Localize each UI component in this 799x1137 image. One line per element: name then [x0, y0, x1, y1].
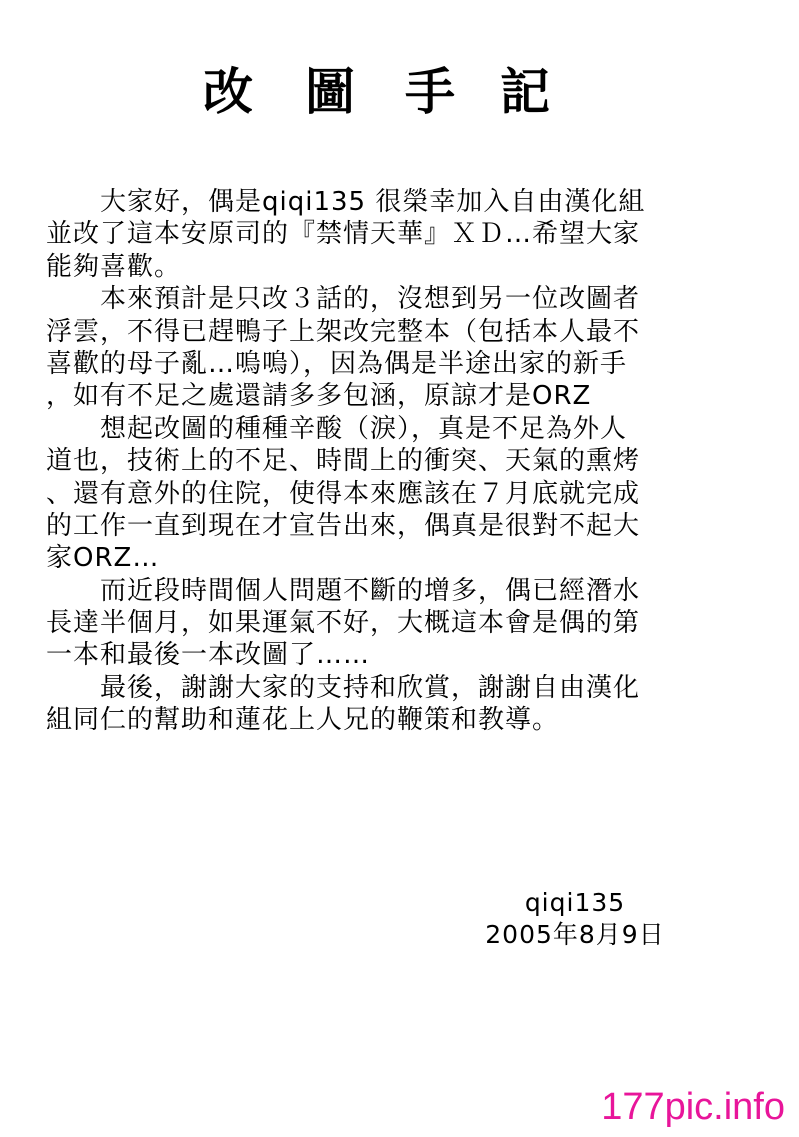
body-text	[46, 186, 746, 737]
body-line: 大家好，偶是qiqi135 很榮幸加入自由漢化組	[46, 187, 646, 217]
watermark: 177pic.info	[601, 1086, 785, 1128]
body-line: 能夠喜歡。	[46, 251, 182, 282]
body-line: 、還有意外的住院，使得本來應該在７月底就完成	[46, 478, 641, 509]
body-line: ，如有不足之處還請多多包涵，原諒才是ORZ	[46, 381, 592, 412]
body-line: 而近段時間個人問題不斷的增多，偶已經潛水	[46, 575, 641, 606]
body-line: 最後，謝謝大家的支持和欣賞，謝謝自由漢化	[46, 672, 641, 703]
body-line: 浮雲，不得已趕鴨子上架改完整本（包括本人最不	[46, 316, 641, 347]
body-line: 家ORZ…	[46, 543, 160, 574]
title-char-4: 記	[500, 62, 550, 121]
body-line: 長達半個月，如果運氣不好，大概這本會是偶的第	[46, 608, 641, 639]
signature-name: qiqi135	[524, 888, 626, 917]
body-line: 喜歡的母子亂…嗚嗚），因為偶是半途出家的新手	[46, 348, 628, 379]
title-char-2: 圖	[305, 62, 355, 121]
body-line: 並改了這本安原司的『禁情天華』ＸＤ…希望大家	[46, 219, 641, 250]
body-line: 想起改圖的種種辛酸（淚），真是不足為外人	[46, 413, 628, 444]
title-char-1: 改	[203, 62, 253, 121]
body-line: 道也，技術上的不足、時間上的衝突、天氣的熏烤	[46, 446, 641, 477]
body-line: 一本和最後一本改圖了……	[46, 640, 371, 671]
body-line: 本來預計是只改３話的，沒想到另一位改圖者	[46, 284, 641, 315]
signature-date: 2005年8月9日	[485, 920, 665, 949]
page-title	[0, 62, 799, 132]
body-line: 組同仁的幫助和蓮花上人兄的鞭策和教導。	[46, 705, 560, 736]
title-char-3: 手	[405, 62, 455, 121]
body-line: 的工作一直到現在才宣告出來，偶真是很對不起大	[46, 510, 641, 541]
